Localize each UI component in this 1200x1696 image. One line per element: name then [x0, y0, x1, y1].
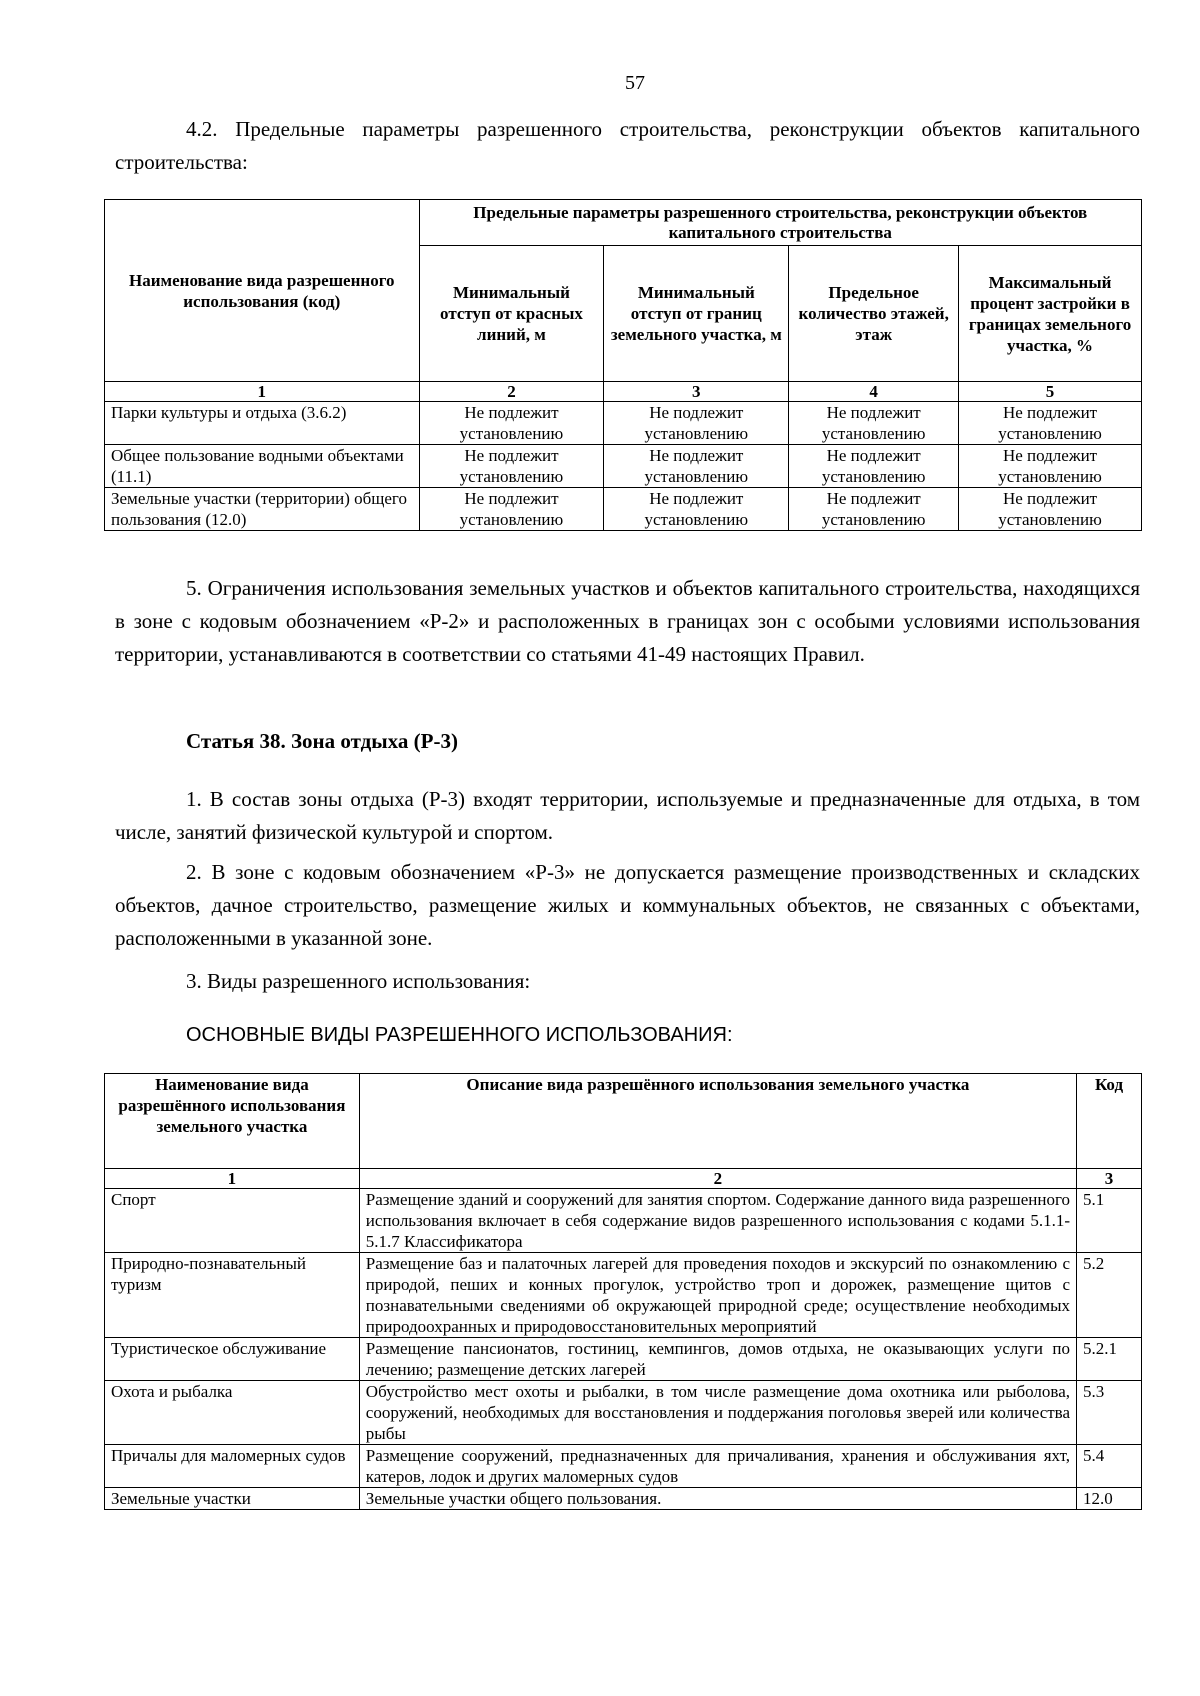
section-4-2-heading: 4.2. Предельные параметры разрешенного строительства, реконструкции объектов капитального строительства: — [115, 117, 1140, 174]
limits-table — [104, 199, 1142, 531]
limit-value: Не подлежит установлению — [959, 488, 1142, 531]
article-38-title: Статья 38. Зона отдыха (Р-3) — [186, 729, 458, 753]
paragraph-5: 5. Ограничения использования земельных участков и объектов капитального строительства, находящихся в зоне с кодовым обозначением «Р-2» и расположенных в границах зон с особыми условиями использования территории, устанавливаются в соответствии со статьями 41-49 настоящих Правил. — [115, 576, 1140, 666]
col-number: 1 — [105, 382, 420, 402]
use-name: Парки культуры и отдыха (3.6.2) — [105, 402, 420, 445]
use-name: Земельные участки (территории) общего пользования (12.0) — [105, 488, 420, 531]
limits-col-header: Максимальный процент застройки в границах земельного участка, % — [959, 246, 1142, 382]
limit-value: Не подлежит установлению — [419, 445, 604, 488]
col-number: 3 — [1077, 1169, 1142, 1189]
limits-col-header: Минимальный отступ от красных линий, м — [419, 246, 604, 382]
table-row — [105, 488, 1142, 531]
limits-header-group: Предельные параметры разрешенного строительства, реконструкции объектов капитального строительства — [419, 200, 1141, 246]
limit-value: Не подлежит установлению — [789, 402, 959, 445]
table-row — [105, 1488, 1142, 1510]
table-row — [105, 1253, 1142, 1338]
use-name: Туристическое обслуживание — [105, 1338, 360, 1381]
col-number: 1 — [105, 1169, 360, 1189]
limits-col-header: Предельное количество этажей, этаж — [789, 246, 959, 382]
use-name: Земельные участки — [105, 1488, 360, 1510]
use-name: Причалы для маломерных судов — [105, 1445, 360, 1488]
table-row — [105, 1445, 1142, 1488]
use-name: Охота и рыбалка — [105, 1381, 360, 1445]
use-name: Общее пользование водными объектами (11.1) — [105, 445, 420, 488]
limit-value: Не подлежит установлению — [959, 445, 1142, 488]
use-code: 12.0 — [1077, 1488, 1142, 1510]
limit-value: Не подлежит установлению — [959, 402, 1142, 445]
paragraph-38-3: 3. Виды разрешенного использования: — [186, 969, 531, 993]
limits-header-name: Наименование вида разрешенного использования (код) — [105, 200, 420, 382]
use-description: Размещение сооружений, предназначенных для причаливания, хранения и обслуживания яхт, катеров, лодок и других маломерных судов — [359, 1445, 1076, 1488]
use-code: 5.4 — [1077, 1445, 1142, 1488]
limit-value: Не подлежит установлению — [604, 402, 789, 445]
col-number: 4 — [789, 382, 959, 402]
table-row — [105, 1381, 1142, 1445]
use-code: 5.2.1 — [1077, 1338, 1142, 1381]
uses-header-desc: Описание вида разрешённого использования земельного участка — [359, 1074, 1076, 1169]
main-uses-title: ОСНОВНЫЕ ВИДЫ РАЗРЕШЕННОГО ИСПОЛЬЗОВАНИЯ: — [186, 1024, 733, 1046]
limit-value: Не подлежит установлению — [419, 402, 604, 445]
limit-value: Не подлежит установлению — [604, 445, 789, 488]
page-number: 57 — [625, 72, 645, 94]
use-code: 5.1 — [1077, 1189, 1142, 1253]
uses-header-code: Код — [1077, 1074, 1142, 1169]
use-description: Размещение пансионатов, гостиниц, кемпингов, домов отдыха, не оказывающих услуги по лечению; размещение детских лагерей — [359, 1338, 1076, 1381]
col-number: 2 — [419, 382, 604, 402]
table-row — [105, 1338, 1142, 1381]
use-code: 5.2 — [1077, 1253, 1142, 1338]
use-name: Природно-познавательный туризм — [105, 1253, 360, 1338]
main-uses-table — [104, 1073, 1142, 1510]
limit-value: Не подлежит установлению — [789, 488, 959, 531]
use-description: Земельные участки общего пользования. — [359, 1488, 1076, 1510]
table-row — [105, 1189, 1142, 1253]
col-number: 2 — [359, 1169, 1076, 1189]
paragraph-38-2: 2. В зоне с кодовым обозначением «Р-3» не допускается размещение производственных и складских объектов, дачное строительство, размещение жилых и коммунальных объектов, не связанных с объектами, расположенными в указанной зоне. — [115, 860, 1140, 950]
use-name: Спорт — [105, 1189, 360, 1253]
limit-value: Не подлежит установлению — [604, 488, 789, 531]
uses-header-name: Наименование вида разрешённого использования земельного участка — [105, 1074, 360, 1169]
limit-value: Не подлежит установлению — [789, 445, 959, 488]
table-row — [105, 445, 1142, 488]
col-number: 5 — [959, 382, 1142, 402]
col-number: 3 — [604, 382, 789, 402]
table-row — [105, 402, 1142, 445]
paragraph-38-1: 1. В состав зоны отдыха (Р-3) входят территории, используемые и предназначенные для отдыха, в том числе, занятий физической культурой и спортом. — [115, 787, 1140, 844]
limits-col-header: Минимальный отступ от границ земельного участка, м — [604, 246, 789, 382]
use-description: Обустройство мест охоты и рыбалки, в том числе размещение дома охотника или рыболова, сооружений, необходимых для восстановления и поддержания поголовья зверей или количества рыбы — [359, 1381, 1076, 1445]
use-code: 5.3 — [1077, 1381, 1142, 1445]
use-description: Размещение зданий и сооружений для занятия спортом. Содержание данного вида разрешенного использования включает в себя содержание видов разрешенного использования с кодами 5.1.1-5.1.7 Классификатора — [359, 1189, 1076, 1253]
limit-value: Не подлежит установлению — [419, 488, 604, 531]
use-description: Размещение баз и палаточных лагерей для проведения походов и экскурсий по ознакомлению с природой, пеших и конных прогулок, устройство троп и дорожек, размещение щитов с познавательными сведениями об окружающей природной среде; осуществление необходимых природоохранных и природовосстановительных мероприятий — [359, 1253, 1076, 1338]
